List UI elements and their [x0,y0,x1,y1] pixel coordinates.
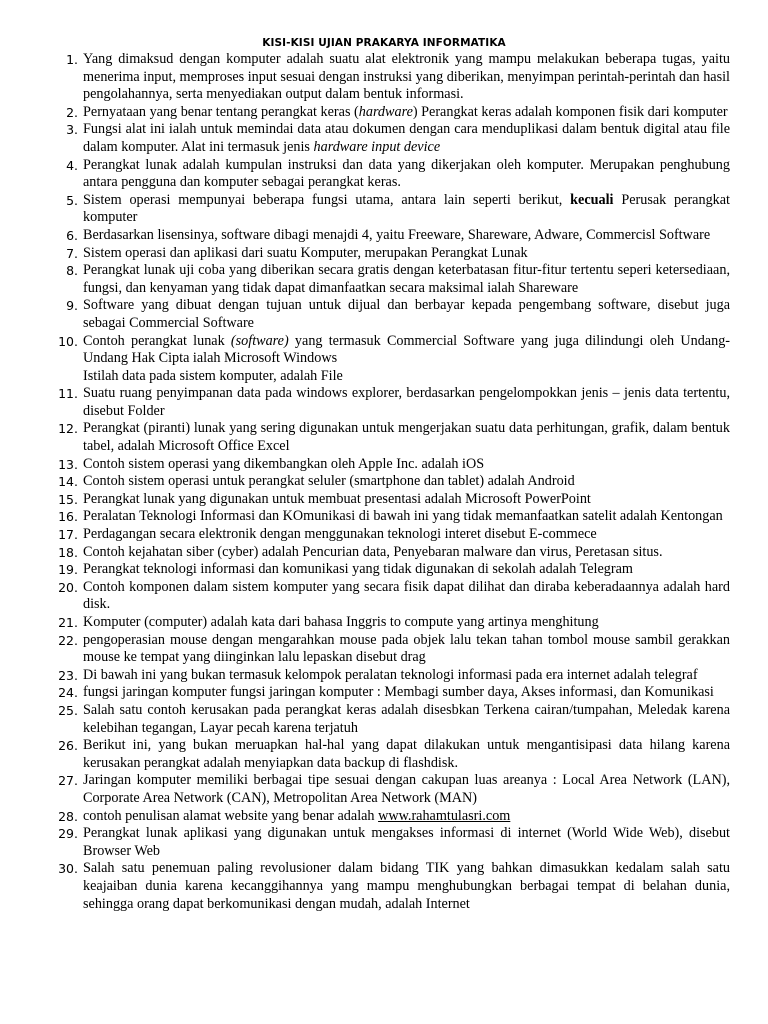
item-number: 27. [58,773,78,789]
item-number: 30. [58,861,78,877]
item-number: 1. [66,52,78,67]
item-text [83,297,730,332]
item-text-segment: Contoh kejahatan siber (cyber) adalah Pencurian data, Penyebaran malware dan virus, Peretasan situs. [83,543,663,560]
item-text-segment: ) Perangkat keras adalah komponen fisik dari komputer [412,103,728,120]
item-text-segment: Komputer (computer) adalah kata dari bahasa Inggris to compute yang artinya menghitung [83,614,599,630]
item-number: 6. [66,227,78,243]
item-text [83,772,730,807]
list-item [0,192,768,227]
item-text [83,579,730,614]
item-text [83,614,730,632]
list-item [0,684,768,702]
item-text-segment: Contoh perangkat lunak [83,332,231,349]
item-text [83,825,730,860]
item-text-segment: yang termasuk Commercial Software yang juga dilindungi oleh Undang-Undang Hak Cipta ialah Microsoft Windows [83,332,731,367]
item-text-segment: Peralatan Teknologi Informasi dan KOmunikasi di bawah ini yang tidak memanfaatkan satelit adalah Kentongan [83,508,723,525]
item-text-segment: Berdasarkan lisensinya, software dibagi menajdi 4, yaitu Freeware, Shareware, Adware, Commercisl Software [83,226,711,243]
item-text-segment: (software) [230,332,289,349]
item-number: 15. [58,491,78,507]
list-item [0,456,768,474]
item-number: 16. [58,509,78,525]
item-text [83,245,730,263]
item-text-segment: Software yang dibuat dengan tujuan untuk dijual dan berbayar kepada pengembang software, disebut juga sebagai Commercial Software [83,297,730,331]
list-item [0,508,768,526]
item-text [83,860,730,913]
item-number: 14. [58,474,78,490]
item-number: 29. [58,826,78,842]
item-text-segment: Sistem operasi mempunyai beberapa fungsi utama, antara lain seperti berikut, [83,191,571,208]
item-text [83,667,730,685]
item-number: 3. [66,122,78,138]
item-text-segment: Salah satu contoh kerusakan pada perangkat keras adalah disesbkan Terkena cairan/tumpahan, Meledak karena kelebihan tegangan, Layar pecah karena terjatuh [83,701,730,736]
item-text-segment: hardware [358,103,413,120]
item-number: 21. [58,615,78,630]
item-text [83,333,730,368]
list-item [0,227,768,245]
item-text-segment: fungsi jaringan komputer fungsi jaringan komputer : Membagi sumber daya, Akses informasi, dan Komunikasi [83,684,714,701]
list-item [0,104,768,122]
item-text [83,192,730,227]
item-text [83,508,730,526]
item-text [83,561,730,579]
item-text [83,104,730,122]
item-text [83,632,730,667]
item-text-segment: kecuali [570,191,614,208]
item-text [83,684,730,702]
question-list [0,51,768,913]
list-item [0,667,768,685]
item-text-segment: Contoh sistem operasi untuk perangkat seluler (smartphone dan tablet) adalah Android [83,473,575,490]
item-number: 20. [58,579,78,595]
list-item [0,808,768,826]
item-text [83,737,730,772]
list-item [0,420,768,455]
item-number: 11. [58,386,78,402]
item-number: 8. [66,263,78,279]
document-title: KISI-KISI UJIAN PRAKARYA INFORMATIKA [262,37,506,49]
item-text-segment: Di bawah ini yang bukan termasuk kelompok peralatan teknologi informasi pada era internet adalah telegraf [83,666,698,683]
website-link-text: www.rahamtulasri.com [378,807,511,824]
item-text [83,544,730,562]
item-text-segment: Berikut ini, yang bukan meruapkan hal-hal yang dapat dilakukan untuk mengantisipasi data hilang karena kerusakan perangkat adalah menyiapkan data backup di flashdisk. [83,737,730,771]
list-item [0,825,768,860]
item-number: 22. [58,632,78,648]
item-text [83,491,730,509]
list-item [0,245,768,263]
item-number: 17. [58,527,78,543]
item-number: 25. [58,702,78,718]
list-item [0,51,768,104]
item-text-segment: Contoh sistem operasi yang dikembangkan oleh Apple Inc. adalah iOS [83,455,485,472]
item-text-segment: contoh penulisan alamat website yang benar adalah [83,807,379,824]
item-text-segment: Perusak perangkat komputer [83,191,730,226]
item-text [83,473,730,491]
item-text-segment: Contoh komponen dalam sistem komputer yang secara fisik dapat dilihat dan diraba keberadaannya adalah hard disk. [83,578,730,613]
item-number: 12. [58,421,78,437]
list-item [0,297,768,332]
item-number: 18. [58,544,78,560]
list-item [0,561,768,579]
item-text [83,702,730,737]
item-number: 23. [58,667,78,683]
item-number: 4. [66,157,78,173]
item-text [83,157,730,192]
item-number: 2. [66,104,78,120]
list-item [0,473,768,491]
list-item [0,491,768,509]
item-text-segment: Perangkat teknologi informasi dan komunikasi yang tidak digunakan di sekolah adalah Telegram [83,561,633,578]
item-number: 7. [66,245,78,261]
list-item [0,737,768,772]
list-item [0,860,768,913]
item-number: 26. [58,738,78,754]
item-text-segment: Salah satu penemuan paling revolusioner dalam bidang TIK yang bahkan dimasukkan kedalam salah satu keajaiban dunia karena kecanggihannya yang mampu menghubungkan berbagai tempat di belahan dunia, sehingga orang dapat berkomunikasi dengan mudah, adalah Internet [83,860,730,912]
list-item [0,157,768,192]
list-item [0,579,768,614]
item-number: 24. [58,685,78,701]
item-text [83,262,730,297]
item-text-segment: Fungsi alat ini ialah untuk memindai data atau dokumen dengan cara menduplikasi dalam bentuk digital atau file dalam komputer. Alat ini termasuk jenis [83,121,730,155]
item-text-segment: Perangkat lunak yang digunakan untuk membuat presentasi adalah Microsoft PowerPoint [83,490,591,507]
item-text [83,808,730,826]
list-item [0,614,768,632]
item-text-segment: Perangkat lunak aplikasi yang digunakan untuk mengakses informasi di internet (World Wide Web), disebut Browser Web [83,825,730,859]
item-extra-line: Istilah data pada sistem komputer, adalah File [83,367,343,384]
item-text-segment: pengoperasian mouse dengan mengarahkan mouse pada objek lalu tekan tahan tombol mouse sambil gerakkan mouse ke tempat yang diinginkan lalu lepaskan disebut drag [83,631,730,666]
item-text-segment: Suatu ruang penyimpanan data pada windows explorer, berdasarkan pengelompokkan jenis – jenis data tertentu, disebut Folder [83,385,730,419]
list-item [0,772,768,807]
item-text [83,51,730,104]
item-text-segment: Perangkat (piranti) lunak yang sering digunakan untuk mengerjakan suatu data perhitungan, grafik, dalam bentuk tabel, adalah Microsoft Office Excel [83,420,730,455]
item-text-segment: Perdagangan secara elektronik dengan menggunakan teknologi interet disebut E-commece [83,526,597,543]
item-text [83,526,730,544]
item-text-segment: Jaringan komputer memiliki berbagai tipe sesuai dengan cakupan luas areanya : Local Area Network (LAN), Corporate Area Network (CAN), Metropolitan Area Network (MAN) [83,772,730,806]
list-item [0,632,768,667]
item-text-segment: Perangkat lunak adalah kumpulan instruksi dan data yang dikerjakan oleh komputer. Merupakan penghubung antara pengguna dan komputer sebagai perangkat keras. [83,156,730,191]
list-item [0,702,768,737]
item-number: 19. [58,562,78,578]
item-text-segment: Yang dimaksud dengan komputer adalah suatu alat elektronik yang mampu melakukan beberapa tugas, yaitu menerima input, memproses input sesuai dengan instruksi yang diberikan, menyimpan perintah-perintah dan hasil pengolahannya, serta menyediakan output dalam bentuk informasi. [83,51,730,103]
item-number: 9. [66,298,78,314]
item-text [83,121,730,156]
item-text [83,420,730,455]
item-number: 5. [66,192,78,208]
item-text-segment: Pernyataan yang benar tentang perangkat keras ( [83,103,359,120]
list-item [0,262,768,297]
item-text-segment: Sistem operasi dan aplikasi dari suatu Komputer, merupakan Perangkat Lunak [83,244,528,261]
list-item [0,544,768,562]
item-number: 10. [58,333,78,349]
item-text-segment: Perangkat lunak uji coba yang diberikan secara gratis dengan keterbatasan fitur-fitur tertentu seperi ketersediaan, fungsi, dan kenyaman yang tidak dapat dimanfaatkan secara maksimal ialah Shareware [83,262,730,296]
item-text [83,227,730,245]
list-item [0,526,768,544]
item-text [83,456,730,474]
item-text [83,385,730,420]
item-number: 28. [58,808,78,824]
list-item [0,333,768,386]
list-item [0,385,768,420]
item-number: 13. [58,456,78,472]
list-item [0,121,768,156]
item-text-segment: hardware input device [313,138,441,155]
